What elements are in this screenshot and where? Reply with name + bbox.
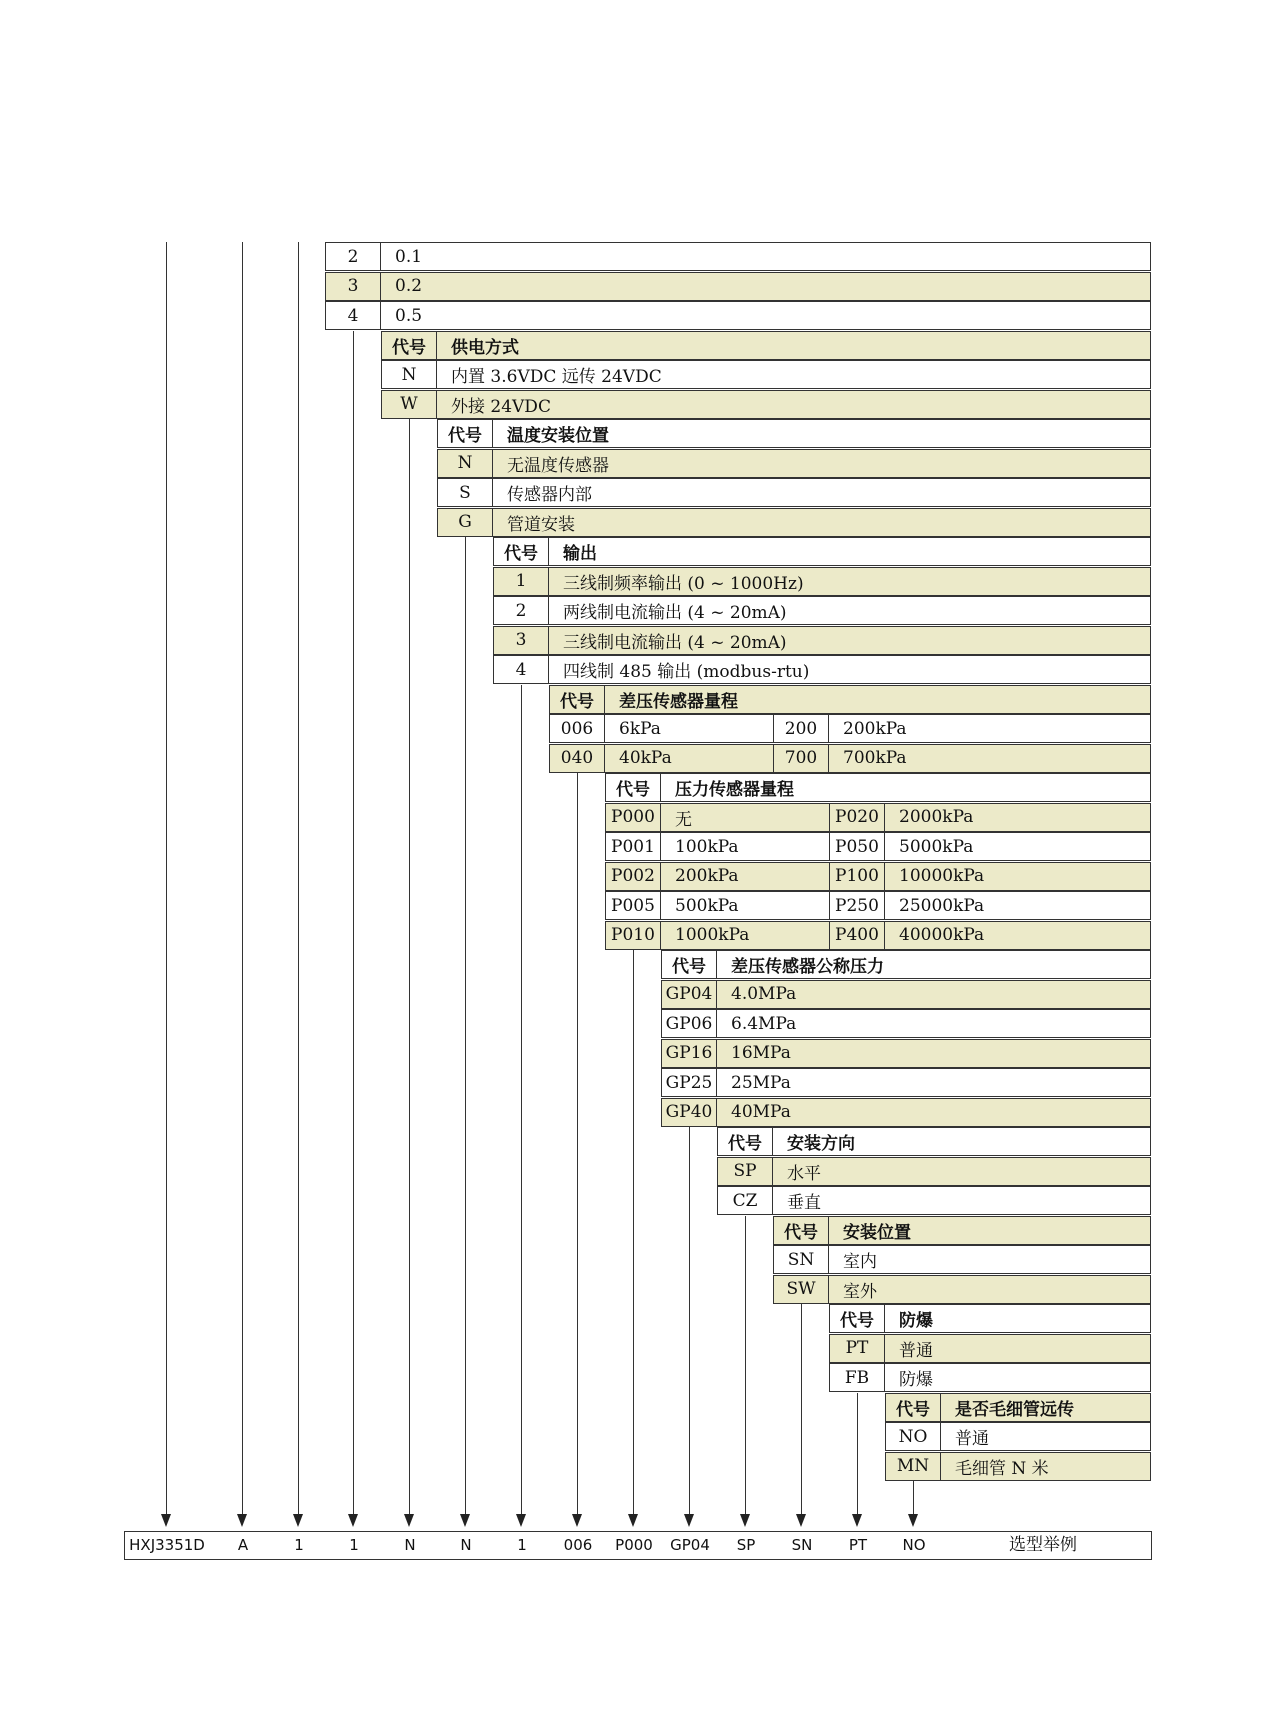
header-title-label: 防爆	[884, 1304, 1151, 1333]
description-cell: 普通	[884, 1334, 1151, 1363]
arrow-down-icon	[404, 1514, 414, 1527]
code-cell: P010	[605, 921, 661, 950]
table-row	[325, 301, 1151, 330]
code-cell: P002	[605, 862, 661, 891]
description-cell: 1000kPa	[660, 921, 830, 950]
description-cell: 两线制电流输出 (4 ~ 20mA)	[548, 596, 1151, 625]
table-row	[493, 655, 1151, 684]
code-cell: PT	[829, 1334, 885, 1363]
description-cell: 200kPa	[660, 862, 830, 891]
table-row	[717, 1186, 1151, 1215]
description-cell: 200kPa	[828, 714, 1151, 743]
code-cell: 4	[493, 655, 549, 684]
code-cell: P100	[829, 862, 885, 891]
connector-line	[166, 242, 167, 1516]
description-cell: 500kPa	[660, 891, 830, 920]
table-row	[661, 1068, 1151, 1097]
table-row	[381, 390, 1151, 419]
description-cell: 四线制 485 输出 (modbus-rtu)	[548, 655, 1151, 684]
code-cell: P001	[605, 832, 661, 861]
section-header-row	[437, 419, 1151, 448]
header-title-label: 供电方式	[436, 331, 1151, 360]
connector-line	[353, 331, 354, 1517]
code-cell: 006	[549, 714, 605, 743]
header-title-label: 温度安装位置	[492, 419, 1151, 448]
connector-line	[689, 1127, 690, 1516]
description-cell: 6.4MPa	[716, 1009, 1151, 1038]
example-code: A	[237, 1536, 249, 1554]
example-code: SP	[736, 1536, 756, 1554]
code-cell: 1	[493, 567, 549, 596]
code-cell: 3	[493, 626, 549, 655]
description-cell: 普通	[940, 1422, 1151, 1451]
code-cell: G	[437, 508, 493, 537]
example-code: HXJ3351D	[129, 1536, 205, 1554]
section-header-row	[605, 773, 1151, 802]
description-cell: 40000kPa	[884, 921, 1151, 950]
example-code: 1	[349, 1536, 359, 1554]
section-header-row	[661, 950, 1151, 979]
table-row	[325, 272, 1151, 301]
description-cell: 水平	[772, 1157, 1151, 1186]
table-row	[605, 862, 1151, 891]
table-row	[549, 714, 1151, 743]
code-cell: N	[437, 449, 493, 478]
connector-line	[465, 537, 466, 1516]
code-cell: 700	[773, 744, 829, 773]
table-row	[885, 1422, 1151, 1451]
connector-line	[521, 685, 522, 1517]
code-cell: GP25	[661, 1068, 717, 1097]
connector-line	[801, 1304, 802, 1516]
code-cell: GP04	[661, 980, 717, 1009]
arrow-down-icon	[628, 1514, 638, 1527]
description-cell: 传感器内部	[492, 478, 1151, 507]
table-row	[437, 449, 1151, 478]
description-cell: 10000kPa	[884, 862, 1151, 891]
selection-example-bar	[124, 1531, 1152, 1560]
code-cell: MN	[885, 1452, 941, 1481]
example-code: GP04	[670, 1536, 710, 1554]
table-row	[549, 744, 1151, 773]
header-title-label: 安装位置	[828, 1216, 1151, 1245]
description-cell: 三线制频率输出 (0 ~ 1000Hz)	[548, 567, 1151, 596]
arrow-down-icon	[684, 1514, 694, 1527]
arrow-down-icon	[852, 1514, 862, 1527]
connector-line	[745, 1216, 746, 1517]
description-cell: 防爆	[884, 1363, 1151, 1392]
code-cell: GP40	[661, 1098, 717, 1127]
description-cell: 6kPa	[604, 714, 774, 743]
section-header-row	[885, 1393, 1151, 1422]
arrow-down-icon	[572, 1514, 582, 1527]
arrow-down-icon	[460, 1514, 470, 1527]
description-cell: 室外	[828, 1275, 1151, 1304]
section-header-row	[381, 331, 1151, 360]
header-title-label: 安装方向	[772, 1127, 1151, 1156]
example-code: N	[404, 1536, 416, 1554]
header-code-label: 代号	[605, 773, 661, 802]
description-cell: 40MPa	[716, 1098, 1151, 1127]
header-code-label: 代号	[829, 1304, 885, 1333]
arrow-down-icon	[161, 1514, 171, 1527]
code-cell: GP16	[661, 1039, 717, 1068]
header-code-label: 代号	[549, 685, 605, 714]
description-cell: 5000kPa	[884, 832, 1151, 861]
code-cell: N	[381, 360, 437, 389]
code-cell: GP06	[661, 1009, 717, 1038]
header-code-label: 代号	[661, 950, 717, 979]
code-cell: P020	[829, 803, 885, 832]
code-cell: 2	[325, 242, 381, 271]
description-cell: 25000kPa	[884, 891, 1151, 920]
arrow-down-icon	[740, 1514, 750, 1527]
code-cell: S	[437, 478, 493, 507]
code-cell: 4	[325, 301, 381, 330]
example-code: PT	[848, 1536, 868, 1554]
description-cell: 40kPa	[604, 744, 774, 773]
code-cell: NO	[885, 1422, 941, 1451]
example-code: 006	[563, 1536, 593, 1554]
header-code-label: 代号	[773, 1216, 829, 1245]
table-row	[493, 596, 1151, 625]
header-title-label: 输出	[548, 537, 1151, 566]
code-cell: 200	[773, 714, 829, 743]
table-row	[717, 1157, 1151, 1186]
table-row	[661, 980, 1151, 1009]
description-cell: 0.1	[380, 242, 1151, 271]
description-cell: 0.5	[380, 301, 1151, 330]
code-cell: W	[381, 390, 437, 419]
section-header-row	[493, 537, 1151, 566]
header-title-label: 差压传感器公称压力	[716, 950, 1151, 979]
code-cell: 040	[549, 744, 605, 773]
description-cell: 垂直	[772, 1186, 1151, 1215]
connector-line	[409, 419, 410, 1516]
table-row	[493, 567, 1151, 596]
arrow-down-icon	[237, 1514, 247, 1527]
table-row	[381, 360, 1151, 389]
description-cell: 无温度传感器	[492, 449, 1151, 478]
example-code: P000	[615, 1536, 653, 1554]
connector-line	[298, 242, 299, 1516]
connector-line	[913, 1481, 914, 1516]
description-cell: 700kPa	[828, 744, 1151, 773]
example-code: NO	[902, 1536, 926, 1554]
section-header-row	[829, 1304, 1151, 1333]
table-row	[437, 508, 1151, 537]
arrow-down-icon	[293, 1514, 303, 1527]
description-cell: 100kPa	[660, 832, 830, 861]
description-cell: 室内	[828, 1245, 1151, 1274]
connector-line	[242, 242, 243, 1516]
table-row	[493, 626, 1151, 655]
table-row	[437, 478, 1151, 507]
arrow-down-icon	[796, 1514, 806, 1527]
example-code: N	[460, 1536, 472, 1554]
description-cell: 内置 3.6VDC 远传 24VDC	[436, 360, 1151, 389]
table-row	[829, 1363, 1151, 1392]
table-row	[605, 832, 1151, 861]
connector-line	[577, 773, 578, 1516]
code-cell: SW	[773, 1275, 829, 1304]
description-cell: 25MPa	[716, 1068, 1151, 1097]
code-cell: 3	[325, 272, 381, 301]
code-cell: FB	[829, 1363, 885, 1392]
table-row	[605, 891, 1151, 920]
description-cell: 0.2	[380, 272, 1151, 301]
code-cell: P250	[829, 891, 885, 920]
header-code-label: 代号	[437, 419, 493, 448]
description-cell: 无	[660, 803, 830, 832]
section-header-row	[717, 1127, 1151, 1156]
table-row	[773, 1245, 1151, 1274]
code-cell: P400	[829, 921, 885, 950]
connector-line	[857, 1393, 858, 1517]
code-cell: P005	[605, 891, 661, 920]
arrow-down-icon	[348, 1514, 358, 1527]
section-header-row	[549, 685, 1151, 714]
table-row	[605, 803, 1151, 832]
code-cell: 2	[493, 596, 549, 625]
header-code-label: 代号	[717, 1127, 773, 1156]
table-row	[773, 1275, 1151, 1304]
header-code-label: 代号	[381, 331, 437, 360]
arrow-down-icon	[908, 1514, 918, 1527]
description-cell: 4.0MPa	[716, 980, 1151, 1009]
table-row	[661, 1039, 1151, 1068]
code-cell: P000	[605, 803, 661, 832]
header-title-label: 差压传感器量程	[604, 685, 1151, 714]
description-cell: 三线制电流输出 (4 ~ 20mA)	[548, 626, 1151, 655]
description-cell: 毛细管 N 米	[940, 1452, 1151, 1481]
header-code-label: 代号	[885, 1393, 941, 1422]
table-row	[325, 242, 1151, 271]
connector-line	[633, 950, 634, 1516]
code-cell: SP	[717, 1157, 773, 1186]
description-cell: 16MPa	[716, 1039, 1151, 1068]
table-row	[605, 921, 1151, 950]
example-code: SN	[791, 1536, 813, 1554]
code-cell: CZ	[717, 1186, 773, 1215]
header-code-label: 代号	[493, 537, 549, 566]
example-code: 1	[294, 1536, 304, 1554]
description-cell: 2000kPa	[884, 803, 1151, 832]
code-cell: SN	[773, 1245, 829, 1274]
table-row	[885, 1452, 1151, 1481]
table-row	[661, 1098, 1151, 1127]
description-cell: 外接 24VDC	[436, 390, 1151, 419]
table-row	[829, 1334, 1151, 1363]
section-header-row	[773, 1216, 1151, 1245]
example-label: 选型举例	[1009, 1535, 1077, 1555]
example-code: 1	[517, 1536, 527, 1554]
header-title-label: 压力传感器量程	[660, 773, 1151, 802]
code-cell: P050	[829, 832, 885, 861]
description-cell: 管道安装	[492, 508, 1151, 537]
table-row	[661, 1009, 1151, 1038]
arrow-down-icon	[516, 1514, 526, 1527]
header-title-label: 是否毛细管远传	[940, 1393, 1151, 1422]
